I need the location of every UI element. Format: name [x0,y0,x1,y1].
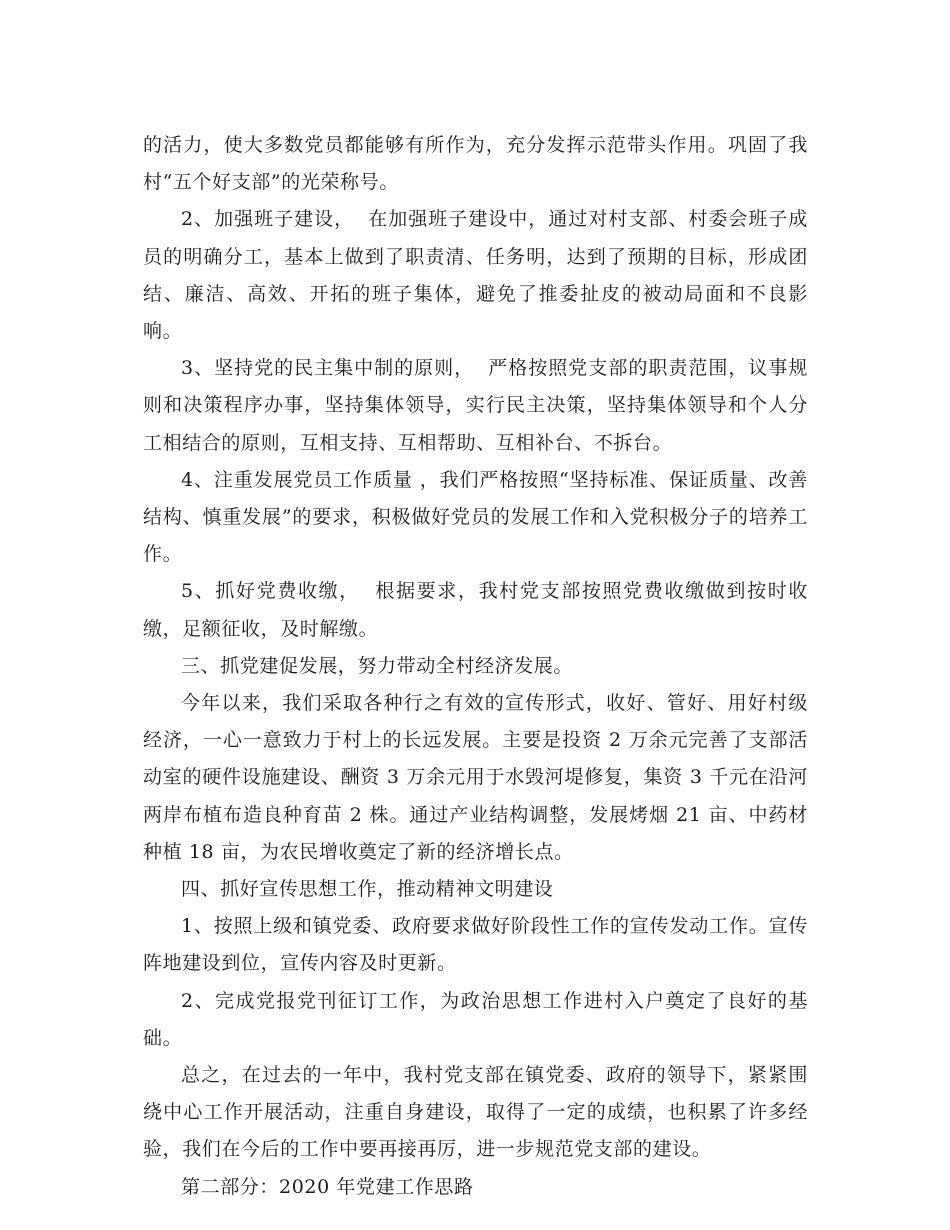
paragraph-4: 4、注重发展党员工作质量 ，我们严格按照“坚持标准、保证质量、改善结构、慎重发展”的要求，积极做好党员的发展工作和入党积极分子的培养工作。 [143,468,808,566]
summary-paragraph: 总之，在过去的一年中，我村党支部在镇党委、政府的领导下，紧紧围绕中心工作开展活动，注重自身建设，取得了一定的成绩，也积累了许多经验，我们在今后的工作中要再接再厉，进一步规范党支部的建设。 [143,1064,808,1161]
paragraph-7: 今年以来，我们采取各种行之有效的宣传形式，收好、管好、用好村级经济，一心一意致力于村上的长远发展。主要是投资 2 万余元完善了支部活动室的硬件设施建设、酬资 3 万余元用于水毁河堤修复，集资 3 千元在沿河两岸布植布造良种育苗 2 株。通过产业结构调整，发展烤烟 21 亩、中药材种植 18 亩，为农民增收奠定了新的经济增长点。 [143,692,808,863]
document-body [143,127,808,1206]
section-heading-4: 四、抓好宣传思想工作，推动精神文明建设 [181,878,554,901]
paragraph-9: 1、按照上级和镇党委、政府要求做好阶段性工作的宣传发动工作。宣传阵地建设到位，宣传内容及时更新。 [143,915,808,975]
paragraph-10: 2、完成党报党刊征订工作，为政治思想工作进村入户奠定了良好的基础。 [143,989,808,1049]
section-heading-3: 三、抓党建促发展，努力带动全村经济发展。 [181,654,574,677]
paragraph-1: 的活力，使大多数党员都能够有所作为，充分发挥示范带头作用。巩固了我村“五个好支部”的光荣称号。 [143,134,808,194]
paragraph-2: 2、加强班子建设， 在加强班子建设中，通过对村支部、村委会班子成员的明确分工，基本上做到了职责清、任务明，达到了预期的目标，形成团结、廉洁、高效、开拓的班子集体，避免了推委扯皮的被动局面和不良影响。 [143,208,808,343]
part-two-heading: 第二部分：2020 年党建工作思路 [181,1175,474,1198]
paragraph-5: 5、抓好党费收缴， 根据要求，我村党支部按照党费收缴做到按时收缴，足额征收，及时解缴。 [143,580,808,640]
paragraph-3: 3、坚持党的民主集中制的原则， 严格按照党支部的职责范围，议事规则和决策程序办事，坚持集体领导，实行民主决策，坚持集体领导和个人分工相结合的原则，互相支持、互相帮助、互相补台、不拆台。 [143,357,808,454]
